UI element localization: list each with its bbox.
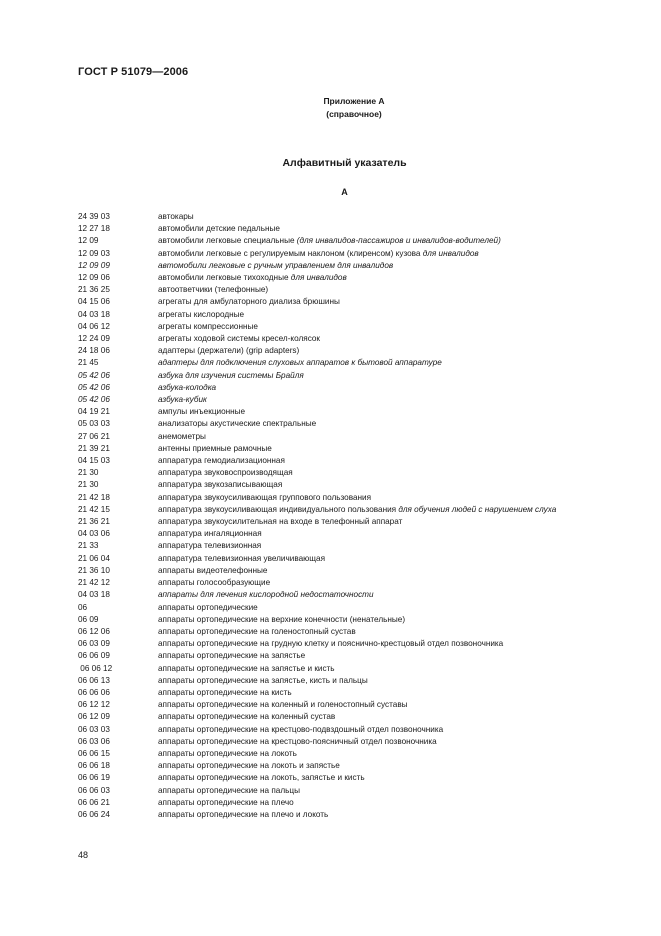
entry-term-text: аппаратура телевизионная bbox=[158, 541, 262, 551]
entry-term bbox=[158, 724, 618, 736]
entry-term-italic: азбука-колодка bbox=[158, 382, 217, 392]
entry-term bbox=[158, 211, 618, 223]
entry-term bbox=[158, 223, 618, 235]
entry-code: 06 06 21 bbox=[78, 797, 110, 807]
entry-term-text: аппараты ортопедические на грудную клетку и пояснично-крестцовый отдел позвоночника bbox=[158, 639, 504, 649]
index-entry bbox=[78, 760, 618, 772]
entry-code: 05 42 06 bbox=[78, 370, 110, 380]
entry-code: 12 09 03 bbox=[78, 248, 110, 258]
entry-term bbox=[158, 797, 618, 809]
index-entry bbox=[78, 333, 618, 345]
entry-code: 06 06 19 bbox=[78, 773, 110, 783]
entry-code: 06 06 15 bbox=[78, 748, 110, 758]
entry-code: 21 33 bbox=[78, 541, 99, 551]
entry-term bbox=[158, 504, 618, 516]
entry-term bbox=[158, 577, 618, 589]
entry-term-italic: автомобили легковые с ручным управлением для инвалидов bbox=[158, 260, 394, 270]
entry-term bbox=[158, 663, 618, 675]
entry-term bbox=[158, 540, 618, 552]
entry-term-italic: (для инвалидов-пассажиров и инвалидов-водителей) bbox=[296, 236, 501, 246]
entry-term-italic: адаптеры для подключения слуховых аппаратов к бытовой аппаратуре bbox=[158, 358, 442, 368]
entry-term bbox=[158, 553, 618, 565]
section-letter: А bbox=[341, 187, 348, 197]
index-entry bbox=[78, 809, 618, 821]
entry-term bbox=[158, 809, 618, 821]
index-entry bbox=[78, 736, 618, 748]
index-entries bbox=[78, 211, 618, 821]
entry-term-text: аппаратура звукоусилительная на входе в телефонный аппарат bbox=[158, 517, 403, 527]
entry-term bbox=[158, 284, 618, 296]
entry-term bbox=[158, 736, 618, 748]
entry-term-text: аппараты ортопедические на локоть bbox=[158, 748, 297, 758]
entry-term bbox=[158, 638, 618, 650]
index-entry bbox=[78, 565, 618, 577]
entry-term-text: аппараты ортопедические на кисть bbox=[158, 687, 292, 697]
entry-term-text: агрегаты компрессионные bbox=[158, 321, 258, 331]
entry-term bbox=[158, 602, 618, 614]
entry-term-text: аппаратура ингаляционная bbox=[158, 529, 262, 539]
entry-term-text: анемометры bbox=[158, 431, 206, 441]
entry-code: 06 06 24 bbox=[78, 809, 110, 819]
entry-term-text: агрегаты ходовой системы кресел-колясок bbox=[158, 334, 321, 344]
index-entry bbox=[78, 418, 618, 430]
index-entry bbox=[78, 248, 618, 260]
entry-code: 12 09 09 bbox=[78, 260, 110, 270]
entry-term-text: аппараты ортопедические на крестцово-подвздошный отдел позвоночника bbox=[158, 724, 444, 734]
index-entry bbox=[78, 663, 618, 675]
entry-term-text: аппараты ортопедические на плечо bbox=[158, 797, 294, 807]
entry-term-text: автомобили детские педальные bbox=[158, 224, 280, 234]
index-title: Алфавитный указатель bbox=[282, 157, 407, 169]
entry-code: 27 06 21 bbox=[78, 431, 110, 441]
entry-code: 05 42 06 bbox=[78, 395, 110, 405]
index-entry bbox=[78, 479, 618, 491]
entry-term bbox=[158, 443, 618, 455]
entry-term-text: аппараты ортопедические на голеностопный сустав bbox=[158, 626, 356, 636]
entry-term-text: аппараты ортопедические на локоть и запястье bbox=[158, 761, 340, 771]
entry-term bbox=[158, 711, 618, 723]
entry-term-text: адаптеры (держатели) (grip adapters) bbox=[158, 346, 300, 356]
index-entry bbox=[78, 785, 618, 797]
entry-term bbox=[158, 492, 618, 504]
entry-term-text: автомобили легковые тихоходные bbox=[158, 273, 291, 283]
entry-term bbox=[158, 479, 618, 491]
entry-term bbox=[158, 614, 618, 626]
index-entry bbox=[78, 296, 618, 308]
entry-term-text: анализаторы акустические спектральные bbox=[158, 419, 317, 429]
entry-term bbox=[158, 296, 618, 308]
entry-code: 21 30 bbox=[78, 468, 99, 478]
entry-term-text: аппараты ортопедические на запястье bbox=[158, 651, 306, 661]
entry-term bbox=[158, 260, 618, 272]
page-number: 48 bbox=[78, 850, 89, 860]
entry-term bbox=[158, 687, 618, 699]
entry-term-text: агрегаты кислородные bbox=[158, 309, 245, 319]
entry-code: 04 03 18 bbox=[78, 309, 110, 319]
index-entry bbox=[78, 235, 618, 247]
entry-code: 04 06 12 bbox=[78, 321, 110, 331]
entry-code: 12 27 18 bbox=[78, 224, 110, 234]
index-entry bbox=[78, 309, 618, 321]
entry-code: 06 06 06 bbox=[78, 687, 110, 697]
index-entry bbox=[78, 797, 618, 809]
entry-term bbox=[158, 748, 618, 760]
entry-code: 06 03 06 bbox=[78, 736, 110, 746]
index-entry bbox=[78, 553, 618, 565]
entry-term-italic: для инвалидов bbox=[422, 248, 479, 258]
entry-code: 04 15 06 bbox=[78, 297, 110, 307]
index-entry bbox=[78, 675, 618, 687]
entry-code: 21 36 10 bbox=[78, 565, 110, 575]
entry-term-text: аппараты голосообразующие bbox=[158, 578, 271, 588]
index-entry bbox=[78, 724, 618, 736]
entry-term-text: автокары bbox=[158, 212, 194, 221]
index-entry bbox=[78, 260, 618, 272]
entry-term bbox=[158, 321, 618, 333]
entry-term bbox=[158, 528, 618, 540]
index-entry bbox=[78, 443, 618, 455]
entry-code: 21 42 18 bbox=[78, 492, 110, 502]
entry-term-italic: для инвалидов bbox=[290, 273, 347, 283]
entry-term-text: аппараты ортопедические на пальцы bbox=[158, 785, 300, 795]
entry-term-italic: аппараты для лечения кислородной недостаточности bbox=[158, 590, 374, 600]
entry-term-text: аппаратура звуковоспроизводящая bbox=[158, 468, 293, 478]
entry-term-text: антенны приемные рамочные bbox=[158, 443, 272, 453]
entry-code: 04 15 03 bbox=[78, 456, 110, 466]
entry-term-text: аппараты ортопедические на коленный сустав bbox=[158, 712, 336, 722]
index-entry bbox=[78, 699, 618, 711]
entry-term-text: аппараты ортопедические на запястье и кисть bbox=[158, 663, 335, 673]
index-entry bbox=[78, 614, 618, 626]
entry-term-text: аппараты видеотелефонные bbox=[158, 565, 268, 575]
entry-code: 06 06 03 bbox=[78, 785, 110, 795]
entry-term-text: аппаратура гемодиализационная bbox=[158, 456, 285, 466]
entry-term-italic: азбука-кубик bbox=[158, 395, 207, 405]
entry-term bbox=[158, 760, 618, 772]
entry-code: 12 09 06 bbox=[78, 273, 110, 283]
entry-term bbox=[158, 418, 618, 430]
entry-term-italic: для обучения людей с нарушением слуха bbox=[398, 504, 557, 514]
entry-term bbox=[158, 406, 618, 418]
entry-term bbox=[158, 699, 618, 711]
index-entry bbox=[78, 455, 618, 467]
entry-term-text: аппараты ортопедические на плечо и локоть bbox=[158, 809, 329, 819]
index-entry bbox=[78, 528, 618, 540]
index-entry bbox=[78, 589, 618, 601]
entry-term bbox=[158, 431, 618, 443]
entry-code: 06 06 09 bbox=[78, 651, 110, 661]
index-entry bbox=[78, 687, 618, 699]
index-entry bbox=[78, 394, 618, 406]
entry-code: 06 06 18 bbox=[78, 761, 110, 771]
entry-code: 21 42 12 bbox=[78, 578, 110, 588]
index-entry bbox=[78, 321, 618, 333]
entry-term bbox=[158, 455, 618, 467]
entry-term bbox=[158, 589, 618, 601]
index-entry bbox=[78, 467, 618, 479]
entry-term-text: аппараты ортопедические bbox=[158, 602, 258, 612]
entry-code: 06 12 12 bbox=[78, 700, 110, 710]
entry-term bbox=[158, 467, 618, 479]
entry-term bbox=[158, 370, 618, 382]
entry-term-text: аппаратура звукозаписывающая bbox=[158, 480, 283, 490]
entry-code: 21 06 04 bbox=[78, 553, 110, 563]
entry-term bbox=[158, 333, 618, 345]
index-entry bbox=[78, 211, 618, 223]
entry-term bbox=[158, 357, 618, 369]
entry-term bbox=[158, 785, 618, 797]
entry-term-text: аппараты ортопедические на коленный и голеностопный суставы bbox=[158, 700, 408, 710]
index-entry bbox=[78, 540, 618, 552]
index-entry bbox=[78, 272, 618, 284]
entry-term bbox=[158, 650, 618, 662]
entry-code: 12 24 09 bbox=[78, 334, 110, 344]
index-entry bbox=[78, 516, 618, 528]
entry-code: 06 06 12 bbox=[78, 663, 113, 673]
index-entry bbox=[78, 577, 618, 589]
entry-term-text: аппараты ортопедические на запястье, кисть и пальцы bbox=[158, 675, 368, 685]
index-entry bbox=[78, 284, 618, 296]
index-entry bbox=[78, 772, 618, 784]
index-entry bbox=[78, 748, 618, 760]
entry-code: 06 03 03 bbox=[78, 724, 110, 734]
index-entry bbox=[78, 431, 618, 443]
entry-term bbox=[158, 235, 618, 247]
entry-term-text: аппаратура звукоусиливающая индивидуального пользования bbox=[158, 504, 399, 514]
entry-code: 04 03 06 bbox=[78, 529, 110, 539]
entry-code: 21 45 bbox=[78, 358, 99, 368]
entry-term bbox=[158, 248, 618, 260]
entry-term-italic: азбука для изучения системы Брайля bbox=[158, 370, 304, 380]
entry-term-text: ампулы инъекционные bbox=[158, 407, 246, 417]
entry-code: 04 19 21 bbox=[78, 407, 110, 417]
entry-code: 06 bbox=[78, 602, 88, 612]
entry-term-text: автоответчики (телефонные) bbox=[158, 285, 269, 295]
entry-term-text: автомобили легковые специальные bbox=[158, 236, 297, 246]
index-entry bbox=[78, 492, 618, 504]
entry-term-text: аппараты ортопедические на верхние конечности (ненательные) bbox=[158, 614, 406, 624]
entry-term-text: автомобили легковые с регулируемым наклоном (клиренсом) кузова bbox=[158, 248, 423, 258]
appendix-subtitle: (справочное) bbox=[326, 109, 382, 119]
index-entry bbox=[78, 650, 618, 662]
entry-term-text: аппараты ортопедические на локоть, запястье и кисть bbox=[158, 773, 365, 783]
entry-code: 21 36 25 bbox=[78, 285, 110, 295]
appendix-label bbox=[308, 95, 400, 121]
index-entry bbox=[78, 357, 618, 369]
entry-term bbox=[158, 675, 618, 687]
appendix-title: Приложение А bbox=[323, 96, 385, 106]
entry-term bbox=[158, 772, 618, 784]
entry-code: 21 39 21 bbox=[78, 443, 110, 453]
entry-code: 04 03 18 bbox=[78, 590, 110, 600]
entry-code: 05 42 06 bbox=[78, 382, 110, 392]
entry-term-text: агрегаты для амбулаторного диализа брюшины bbox=[158, 297, 340, 307]
index-entry bbox=[78, 638, 618, 650]
index-entry bbox=[78, 602, 618, 614]
entry-code: 06 06 13 bbox=[78, 675, 110, 685]
entry-code: 12 09 bbox=[78, 236, 99, 246]
entry-code: 21 30 bbox=[78, 480, 99, 490]
index-entry bbox=[78, 406, 618, 418]
entry-term bbox=[158, 565, 618, 577]
entry-code: 21 36 21 bbox=[78, 517, 110, 527]
entry-term bbox=[158, 272, 618, 284]
entry-term-text: аппаратура звукоусиливающая группового пользования bbox=[158, 492, 372, 502]
index-entry bbox=[78, 626, 618, 638]
index-entry bbox=[78, 504, 618, 516]
entry-term bbox=[158, 309, 618, 321]
entry-code: 06 12 06 bbox=[78, 626, 110, 636]
entry-term bbox=[158, 516, 618, 528]
entry-term-text: аппаратура телевизионная увеличивающая bbox=[158, 553, 326, 563]
entry-term-text: аппараты ортопедические на крестцово-поясничный отдел позвоночника bbox=[158, 736, 437, 746]
entry-code: 06 12 09 bbox=[78, 712, 110, 722]
document-header: ГОСТ Р 51079—2006 bbox=[78, 66, 189, 78]
index-entry bbox=[78, 711, 618, 723]
entry-code: 06 03 09 bbox=[78, 639, 110, 649]
entry-term bbox=[158, 382, 618, 394]
entry-term bbox=[158, 394, 618, 406]
entry-code: 24 39 03 bbox=[78, 212, 110, 221]
entry-term bbox=[158, 626, 618, 638]
entry-code: 24 18 06 bbox=[78, 346, 110, 356]
entry-code: 21 42 15 bbox=[78, 504, 110, 514]
entry-code: 05 03 03 bbox=[78, 419, 110, 429]
index-entry bbox=[78, 223, 618, 235]
index-entry bbox=[78, 370, 618, 382]
entry-term bbox=[158, 345, 618, 357]
entry-code: 06 09 bbox=[78, 614, 99, 624]
index-entry bbox=[78, 345, 618, 357]
index-entry bbox=[78, 382, 618, 394]
